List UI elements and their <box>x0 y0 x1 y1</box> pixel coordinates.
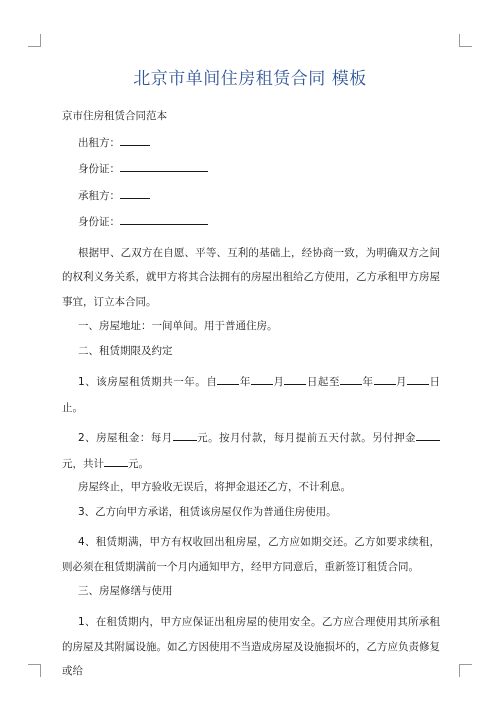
lessor-label: 出租方： <box>78 136 120 149</box>
end-year-blank[interactable] <box>340 374 362 385</box>
lessee-id-line <box>78 214 440 229</box>
clause-4: 4、租赁期满，甲方有权收回出租房屋，乙方应如期交还。乙方如要求续租，则必须在租赁期满前一个月内通知甲方，经甲方同意后，重新签订租赁合同。 <box>62 536 440 573</box>
section-3: 三、房屋修缮与使用 <box>78 585 173 598</box>
intro-paragraph: 根据甲、乙双方在自愿、平等、互利的基础上，经协商一致，为明确双方之间的权利义务关系，就甲方将其合法拥有的房屋出租给乙方使用，乙方承租甲方房屋事宜，订立本合同。 <box>62 246 440 308</box>
document-subtitle: 京市住房租赁合同范本 <box>62 110 167 122</box>
end-month-blank[interactable] <box>374 374 396 385</box>
section-1: 一、房屋地址：一间单间。用于普通住房。 <box>78 320 278 333</box>
deposit-blank[interactable] <box>416 430 440 441</box>
crop-mark-bottom-left <box>28 664 41 677</box>
monthly-rent-blank[interactable] <box>173 430 197 441</box>
lessee-id-blank[interactable] <box>120 214 208 225</box>
start-day-blank[interactable] <box>284 374 306 385</box>
crop-mark-top-right <box>459 34 472 47</box>
clause-2-note: 房屋终止，甲方验收无误后，将押金退还乙方，不计利息。 <box>78 481 351 494</box>
clause-3: 3、乙方向甲方承诺，租赁该房屋仅作为普通住房使用。 <box>78 505 337 518</box>
crop-mark-top-left <box>28 34 41 47</box>
lessor-blank[interactable] <box>120 135 150 146</box>
lessor-line <box>78 135 440 150</box>
start-year-blank[interactable] <box>217 374 239 385</box>
start-month-blank[interactable] <box>251 374 273 385</box>
lessee-id-label: 身份证： <box>78 216 120 228</box>
clause-5: 1、在租赁期内，甲方应保证出租房屋的使用安全。乙方应合理使用其所承租的房屋及其附属设施。如乙方因使用不当造成房屋及设施损坏的，乙方应负责修复或给 <box>62 615 440 678</box>
document-body <box>62 110 440 688</box>
clause-1: 1、该房屋租赁期共一年。自 年 月 日起至 年 月 日止。 <box>62 376 441 415</box>
lessee-label: 承租方： <box>78 189 120 202</box>
lessee-blank[interactable] <box>120 188 150 199</box>
lessor-id-line <box>78 161 440 176</box>
lessee-line <box>78 188 440 203</box>
section-2: 二、租赁期限及约定 <box>78 344 173 357</box>
crop-mark-bottom-right <box>459 664 472 677</box>
lessor-id-label: 身份证： <box>78 163 120 175</box>
total-blank[interactable] <box>104 456 128 467</box>
end-day-blank[interactable] <box>407 374 429 385</box>
clause-2: 2、房屋租金：每月 元。按月付款，每月提前五天付款。另付押金元，共计 元。 <box>62 425 440 477</box>
document-title: 北京市单间住房租赁合同 模板 <box>133 69 367 89</box>
lessor-id-blank[interactable] <box>120 161 208 172</box>
